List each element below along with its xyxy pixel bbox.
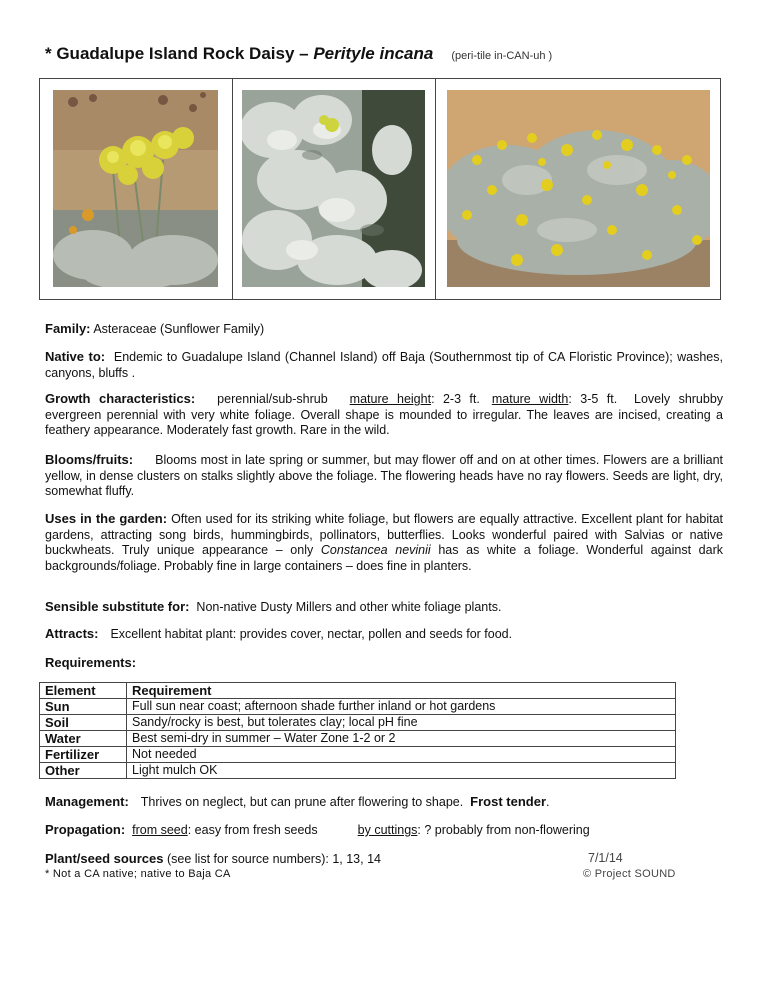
common-name: * Guadalupe Island Rock Daisy – xyxy=(45,44,314,63)
photo-white-foliage xyxy=(242,90,425,287)
copyright: © Project SOUND xyxy=(583,868,676,880)
page-title xyxy=(45,44,552,64)
family-section: Family: Asteraceae (Sunflower Family) xyxy=(45,321,265,336)
table-row: Fertilizer Not needed xyxy=(40,747,676,763)
table-row: Sun Full sun near coast; afternoon shade further inland or hot gardens xyxy=(40,699,676,715)
scientific-name: Perityle incana xyxy=(313,44,434,63)
requirements-heading: Requirements: xyxy=(45,655,137,670)
column-header-requirement: Requirement xyxy=(127,683,676,699)
uses-section: Uses in the garden: Often used for its striking white foliage, but flowers are equally attractive. Excellent plant for habitat gardens, attracting song birds, hummingbirds, pollinators, butterflies. Looks wonderful paired with Salvias or native buckwheats. Truly unique appearance – only Constancea nevinii has as white a foliage. Wonderful against dark backgrounds/foliage. Probably fine in large containers – does fine in planters. xyxy=(45,511,723,573)
table-row: Water Best semi-dry in summer – Water Zone 1-2 or 2 xyxy=(40,731,676,747)
footnote: * Not a CA native; native to Baja CA xyxy=(45,868,231,880)
table-row: Other Light mulch OK xyxy=(40,763,676,779)
attracts-section: Attracts: Excellent habitat plant: provides cover, nectar, pollen and seeds for food. xyxy=(45,626,513,641)
substitute-section: Sensible substitute for: Non-native Dusty Millers and other white foliage plants. xyxy=(45,599,502,614)
photo-full-shrub xyxy=(447,90,710,287)
native-section: Native to: Endemic to Guadalupe Island (Channel Island) off Baja (Southernmost tip of CA Floristic Province); washes, canyons, bluffs . xyxy=(45,349,723,380)
photo-flower-closeup xyxy=(53,90,218,287)
pronunciation: (peri-tile in-CAN-uh ) xyxy=(451,50,553,62)
management-section: Management: Thrives on neglect, but can prune after flowering to shape. Frost tender. xyxy=(45,794,550,809)
table-header-row xyxy=(40,683,676,699)
date: 7/1/14 xyxy=(588,851,623,865)
blooms-section: Blooms/fruits: Blooms most in late spring or summer, but may flower off and on at other times. Flowers are a brilliant yellow, in dense clusters on stalks slightly above the foliage. The flowering heads have no ray flowers. Seeds are light, dry, somewhat fluffy. xyxy=(45,452,723,498)
growth-section: Growth characteristics: perennial/sub-shrub mature height: 2-3 ft. mature width: 3-5 ft. Lovely shrubby evergreen perennial with very white foliage. Overall shape is mounded to irregular. The leaves are incised, creating a feathery appearance. Moderately fast growth. Rare in the wild. xyxy=(45,391,724,437)
propagation-section: Propagation: from seed: easy from fresh seeds by cuttings: ? probably from non-flowering xyxy=(45,822,590,837)
requirements-table xyxy=(39,682,676,779)
sources-section: Plant/seed sources (see list for source numbers): 1, 13, 14 xyxy=(45,851,381,866)
table-row: Soil Sandy/rocky is best, but tolerates clay; local pH fine xyxy=(40,715,676,731)
column-header-element: Element xyxy=(40,683,127,699)
